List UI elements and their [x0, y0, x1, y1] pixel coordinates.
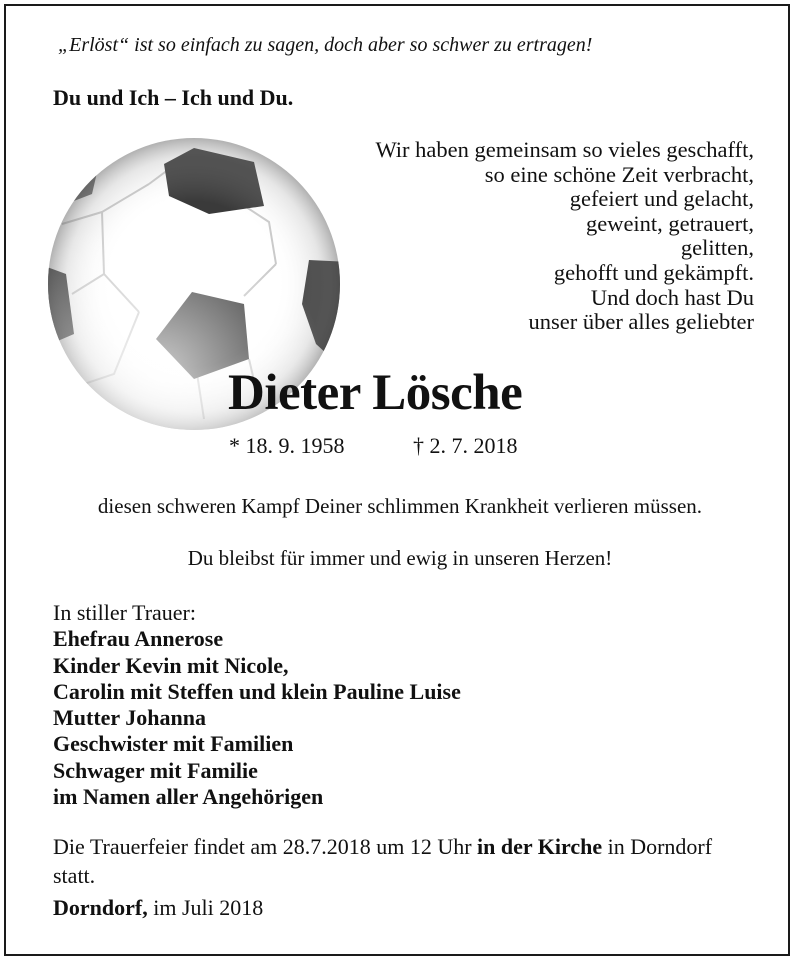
mourner: Ehefrau Annerose [53, 626, 224, 652]
poem-line: unser über alles geliebter [528, 309, 754, 335]
mourning-intro: In stiller Trauer: [53, 600, 196, 625]
poem-line: geweint, getrauert, [585, 210, 754, 236]
funeral-text-1: Die Trauerfeier findet am 28.7.2018 um 12 Uhr [53, 834, 478, 859]
birth-date: * 18. 9. 1958 [229, 433, 345, 458]
deceased-name: Dieter Lösche [228, 365, 523, 421]
mourner: Schwager mit Familie [53, 757, 258, 783]
place-month: im Juli 2018 [147, 895, 264, 920]
poem-line: Und doch hast Du [590, 284, 754, 310]
mourner: im Namen aller Angehörigen [53, 784, 324, 810]
mourner: Geschwister mit Familien [53, 731, 294, 757]
mourner: Mutter Johanna [53, 705, 206, 731]
poem-block [375, 138, 754, 335]
mourner: Carolin mit Steffen und klein Pauline Luise [53, 678, 461, 704]
headline: Du und Ich – Ich und Du. [53, 85, 294, 110]
funeral-venue: in der Kirche [477, 834, 603, 859]
death-date: † 2. 7. 2018 [413, 433, 518, 458]
mourner: Kinder Kevin mit Nicole, [53, 652, 289, 678]
battle-line: diesen schweren Kampf Deiner schlimmen Krankheit verlieren müssen. [97, 494, 703, 518]
poem-line: Wir haben gemeinsam so vieles geschafft, [375, 137, 754, 162]
poem-line: gefeiert und gelacht, [569, 186, 754, 212]
funeral-info [53, 832, 753, 890]
poem-line: gelitten, [680, 235, 754, 261]
mourners-list [53, 600, 461, 810]
hearts-line: Du bleibst für immer und ewig in unseren Herzen! [187, 546, 613, 570]
poem-line: so eine schöne Zeit verbracht, [484, 161, 754, 187]
place-name: Dorndorf, [53, 895, 148, 920]
place-date [53, 895, 263, 921]
funeral-text-2: in Dorndorf statt. [53, 834, 713, 888]
motto-quote: „Erlöst“ ist so einfach zu sagen, doch aber so schwer zu ertragen! [58, 34, 593, 56]
poem-line: gehofft und gekämpft. [553, 259, 754, 285]
